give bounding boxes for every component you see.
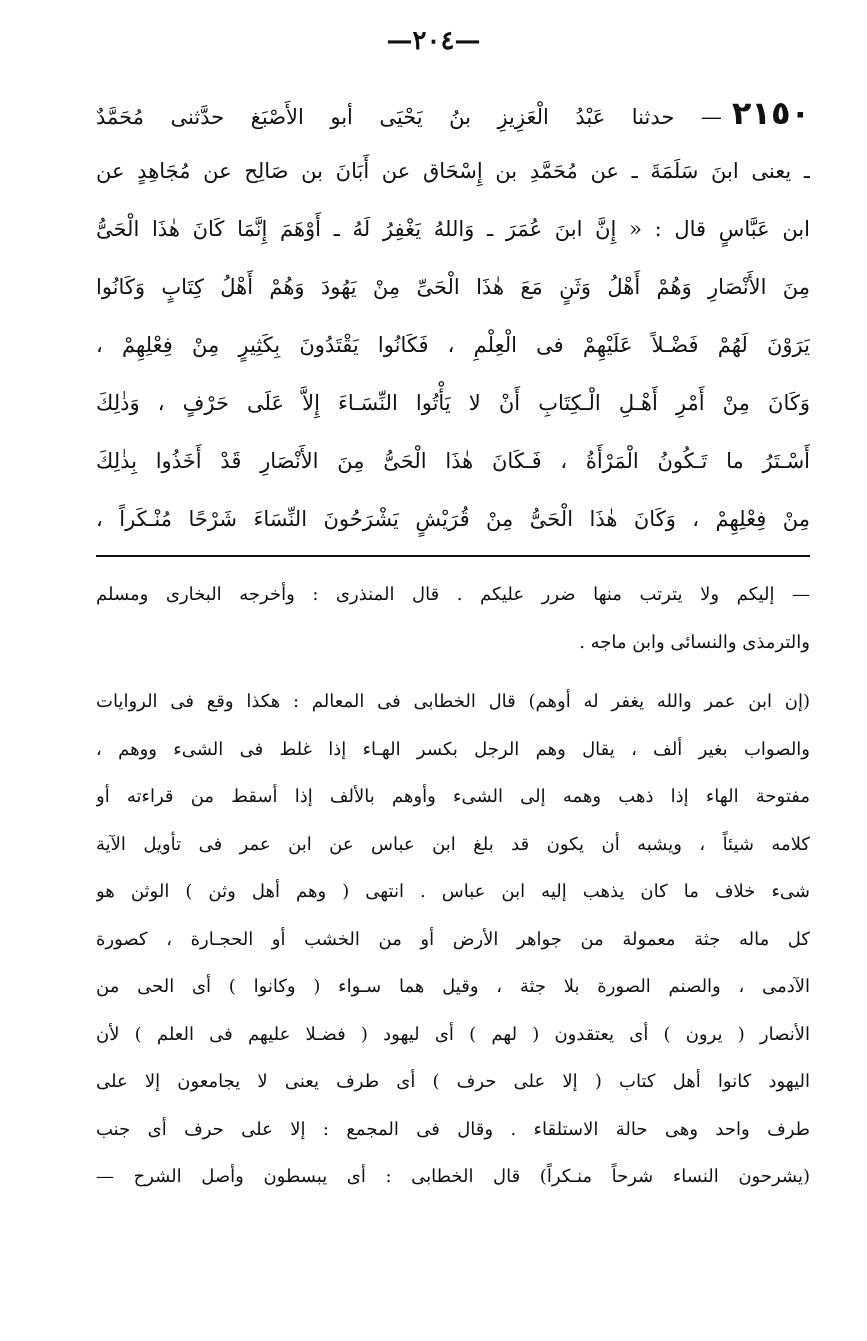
hadith-line: ـ يعنى ابنَ سَلَمَةَ ـ عن مُحَمَّدِ بن إِسْحَاق عن أَبَانَ بن صَالِح عن مُجَاهِدٍ عن (96, 159, 810, 183)
hadith-line: ابن عَبَّاسٍ قال : « إِنَّ ابنَ عُمَرَ ـ وَاللهُ يَغْفِرُ لَهُ ـ أَوْهَمَ إِنَّمَا كَانَ هٰذَا الْحَىُّ (96, 217, 810, 241)
page-number: —٢٠٤— (386, 26, 481, 56)
note-line: شىء خلاف ما كان يذهب إليه ابن عباس . انتهى ( وهم أهل وثن ) الوثن هو (96, 881, 810, 902)
note-line: والصواب بغير ألف ، يقال وهم الرجل بكسر الهـاء إذا غلط فى الشىء ووهم ، (96, 738, 810, 760)
hadith-line: مِنْ فِعْلِهِمْ ، وَكَانَ هٰذَا الْحَىُّ مِنْ قُرَيْشٍ يَشْرَحُونَ النِّسَاءَ شَرْحًا مُنْـكَراً ، (96, 507, 810, 531)
note-line: طرف واحد وهى حالة الاستلقاء . وقال فى المجمع : إلا على حرف أى جنب (96, 1118, 810, 1140)
note-line: — إليكم ولا يترتب منها ضرر عليكم . قال المنذرى : وأخرجه البخارى ومسلم (96, 584, 810, 605)
hadith-text (96, 84, 810, 548)
hadith-line: ٢١٥٠— حدثنا عَبْدُ الْعَزِيزِ بنُ يَحْيَى أبو الأَصْبَغ حدَّثنى مُحَمَّدٌ (96, 94, 810, 132)
note-line: الأنصار ( يرون ) أى يعتقدون ( لهم ) أى ليهود ( فضـلا عليهم فى العلم ) لأن (96, 1023, 810, 1045)
hadith-line: مِنَ الأَنْصَارِ وَهُمْ أَهْلُ وَثَنٍ مَعَ هٰذَا الْحَىِّ مِنْ يَهُودَ وَهُمْ أَهْلُ كِتَابٍ وَكَانُوا (96, 275, 810, 299)
note-line: والترمذى والنسائى وابن ماجه . (579, 631, 810, 653)
footnote-divider (96, 555, 810, 557)
hadith-line: وَكَانَ مِنْ أَمْرِ أَهْـلِ الْـكِتَابِ أَنْ لا يَأْتُوا النِّسَـاءَ إِلاَّ عَلَى حَرْفٍ ، وَذٰلِكَ (96, 391, 810, 415)
note-line: (يشرحون النساء شرحاً منـكراً) قال الخطابى : أى يبسطون وأصل الشرح — (96, 1166, 810, 1187)
hadith-line: يَرَوْنَ لَهُمْ فَضْـلاً عَلَيْهِمْ فى الْعِلْمِ ، فَكَانُوا يَقْتَدُونَ بِكَثِيرٍ مِنْ فِعْلِهِمْ ، (96, 333, 810, 357)
hadith-line: أَسْـتَرُ ما تَـكُونُ الْمَرْأَةُ ، فَـكَانَ هٰذَا الْحَىُّ مِنَ الأَنْصَارِ قَدْ أَخَذُوا بِذٰلِكَ (96, 449, 810, 473)
note-line: الآدمى ، والصنم الصورة بلا جثة ، وقيل هما سـواء ( وكانوا ) أى الحى من (96, 976, 810, 997)
commentary-notes (96, 571, 810, 1201)
note-line: كلامه شيئاً ، ويشبه أن يكون قد بلغ ابن عباس عن ابن عمر فى تأويل الآية (96, 833, 810, 855)
paragraph-gap (96, 666, 810, 678)
note-line: (إن ابن عمر والله يغفر له أوهم) قال الخطابى فى المعالم : هكذا وقع فى الروايات (96, 691, 810, 712)
note-line: مفتوحة الهاء إذا ذهب وهمه إلى الشىء وأوهم بالألف إذا أسقط من قراءته أو (96, 786, 810, 807)
note-line: اليهود كانوا أهل كتاب ( إلا على حرف ) أى طرف يعنى لا يجامعون إلا على (96, 1071, 810, 1092)
hadith-number: ٢١٥٠ (731, 94, 810, 132)
note-line: كل ماله جثة معمولة من جواهر الأرض أو من الخشب أو الحجـارة ، كصورة (96, 928, 810, 950)
